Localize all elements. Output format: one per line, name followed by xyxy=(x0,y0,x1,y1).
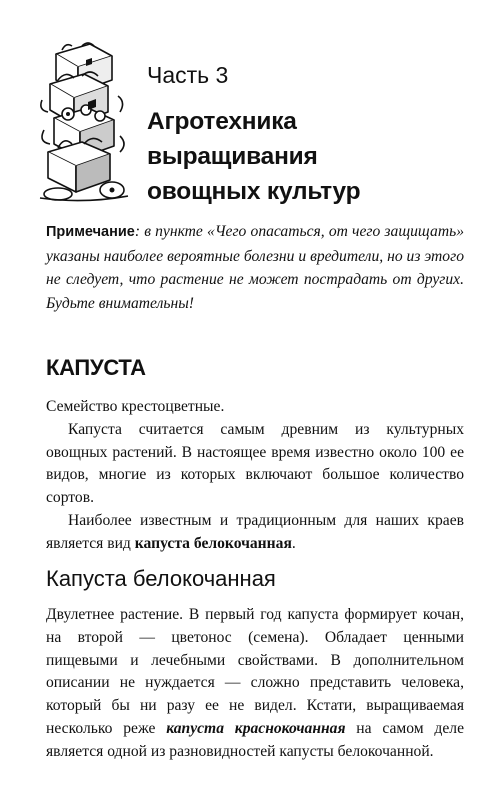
section-heading-cabbage: КАПУСТА xyxy=(46,355,146,380)
chapter-title-line: овощных культур xyxy=(147,178,361,205)
white-cabbage-body xyxy=(46,604,464,764)
text-run: . xyxy=(291,534,296,552)
cabbage-body xyxy=(46,396,464,556)
body-paragraph xyxy=(46,604,464,764)
body-paragraph xyxy=(46,510,464,556)
bold-italic-term: капуста краснокочанная xyxy=(166,719,346,737)
section-heading-white-cabbage: Капуста белокочанная xyxy=(46,566,276,591)
vegetable-crates-illustration xyxy=(38,40,130,202)
note-label: Примечание xyxy=(46,224,135,240)
text-run: Двулетнее растение. В первый год капуста формирует кочан, на второй — цветонос (семена). Обладает ценными пищевыми и лечебными свойствами. В дополнительном описании не нуждается — сложно представить человека, который бы ни разу ее не видел. Кстати, выращиваемая несколько реже xyxy=(46,606,464,737)
text-run: на самом деле является одной из разновидностей капусты белокочанной. xyxy=(46,719,464,760)
chapter-title-line: Агротехника xyxy=(147,108,297,135)
chapter-title xyxy=(147,104,360,209)
chapter-title-line: выращивания xyxy=(147,143,318,170)
body-paragraph: Семейство крестоцветные. xyxy=(46,398,225,415)
note-text: : в пункте «Чего опасаться, от чего защищать» указаны наиболее вероятные болезни и вредители, но из этого не следует, что растение не может пострадать от других. Будьте внимательны! xyxy=(46,223,464,312)
bold-term: капуста белокочанная xyxy=(134,534,292,552)
part-label: Часть 3 xyxy=(147,62,229,88)
text-run: Наиболее известным и традиционным для наших краев является вид xyxy=(46,511,464,552)
note-paragraph xyxy=(46,220,464,315)
body-paragraph: Капуста считается самым древним из культурных овощных растений. В настоящее время известно около 100 ее видов, многие из которых включают большое количество сортов. xyxy=(46,420,464,507)
